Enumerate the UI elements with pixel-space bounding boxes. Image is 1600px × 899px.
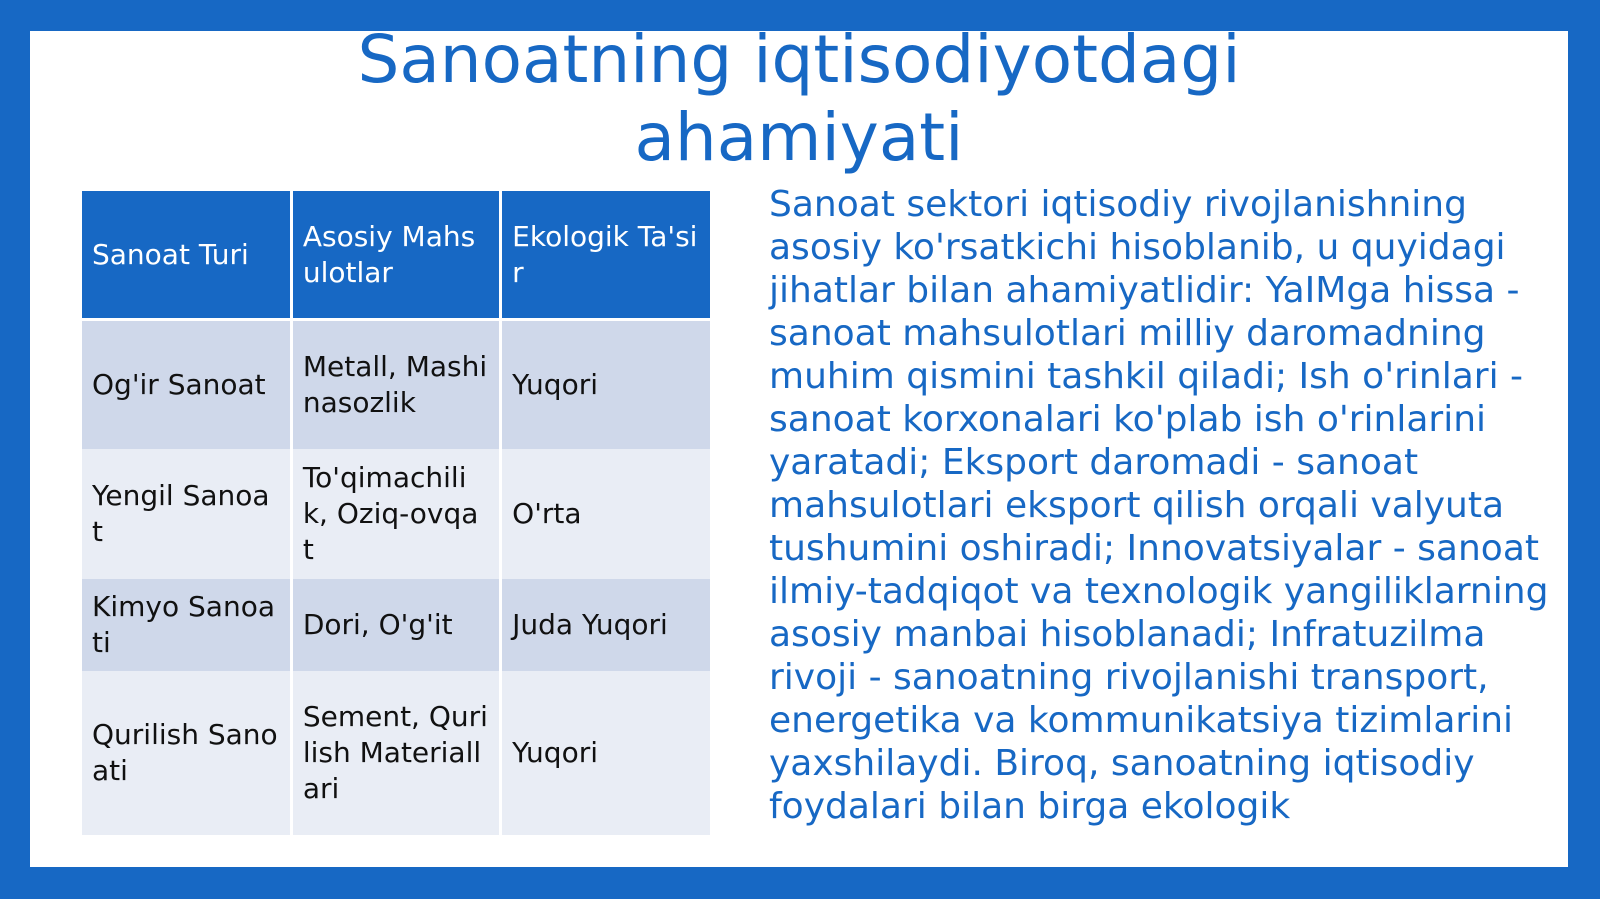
industry-table (82, 191, 710, 835)
cell-industry-type: Og'ir Sanoat (82, 320, 291, 450)
cell-ecological-impact: Yuqori (501, 320, 710, 450)
cell-ecological-impact: Yuqori (501, 671, 710, 835)
header-asosiy-mahsulotlar: Asosiy Mahsulotlar (291, 191, 500, 320)
table-row (82, 671, 710, 835)
table-row (82, 579, 710, 671)
slide-title-line-2: ahamiyati (634, 99, 964, 176)
slide (30, 31, 1568, 867)
header-ekologik-tasir: Ekologik Ta'sir (501, 191, 710, 320)
slide-title-line-1: Sanoatning iqtisodiyotdagi (357, 31, 1241, 98)
cell-industry-type: Qurilish Sanoati (82, 671, 291, 835)
cell-main-products: To'qimachilik, Oziq-ovqat (291, 449, 500, 579)
slide-title (30, 31, 1568, 177)
table-row (82, 320, 710, 450)
body-paragraph: Sanoat sektori iqtisodiy rivojlanishning asosiy ko'rsatkichi hisoblanib, u quyidagi jihatlar bilan ahamiyatlidir: YaIMga hissa - sanoat mahsulotlari milliy daromadning muhim qismini tashkil qiladi; Ish o'rinlari - sanoat korxonalari ko'plab ish o'rinlarini yaratadi; Eksport daromadi - sanoat mahsulotlari eksport qilish orqali valyuta tushumini oshiradi; Innovatsiyalar - sanoat ilmiy-tadqiqot va texnologik yangiliklarning asosiy manbai hisoblanadi; Infratuzilma rivoji - sanoatning rivojlanishi transport, energetika va kommunikatsiya tizimlarini yaxshilaydi. Biroq, sanoatning iqtisodiy foydalari bilan birga ekologik (769, 184, 1549, 827)
cell-ecological-impact: Juda Yuqori (501, 579, 710, 671)
cell-industry-type: Kimyo Sanoati (82, 579, 291, 671)
cell-industry-type: Yengil Sanoat (82, 449, 291, 579)
cell-ecological-impact: O'rta (501, 449, 710, 579)
table-row (82, 449, 710, 579)
cell-main-products: Dori, O'g'it (291, 579, 500, 671)
header-sanoat-turi: Sanoat Turi (82, 191, 291, 320)
table-header-row (82, 191, 710, 320)
cell-main-products: Metall, Mashinasozlik (291, 320, 500, 450)
cell-main-products: Sement, Qurilish Materiallari (291, 671, 500, 835)
